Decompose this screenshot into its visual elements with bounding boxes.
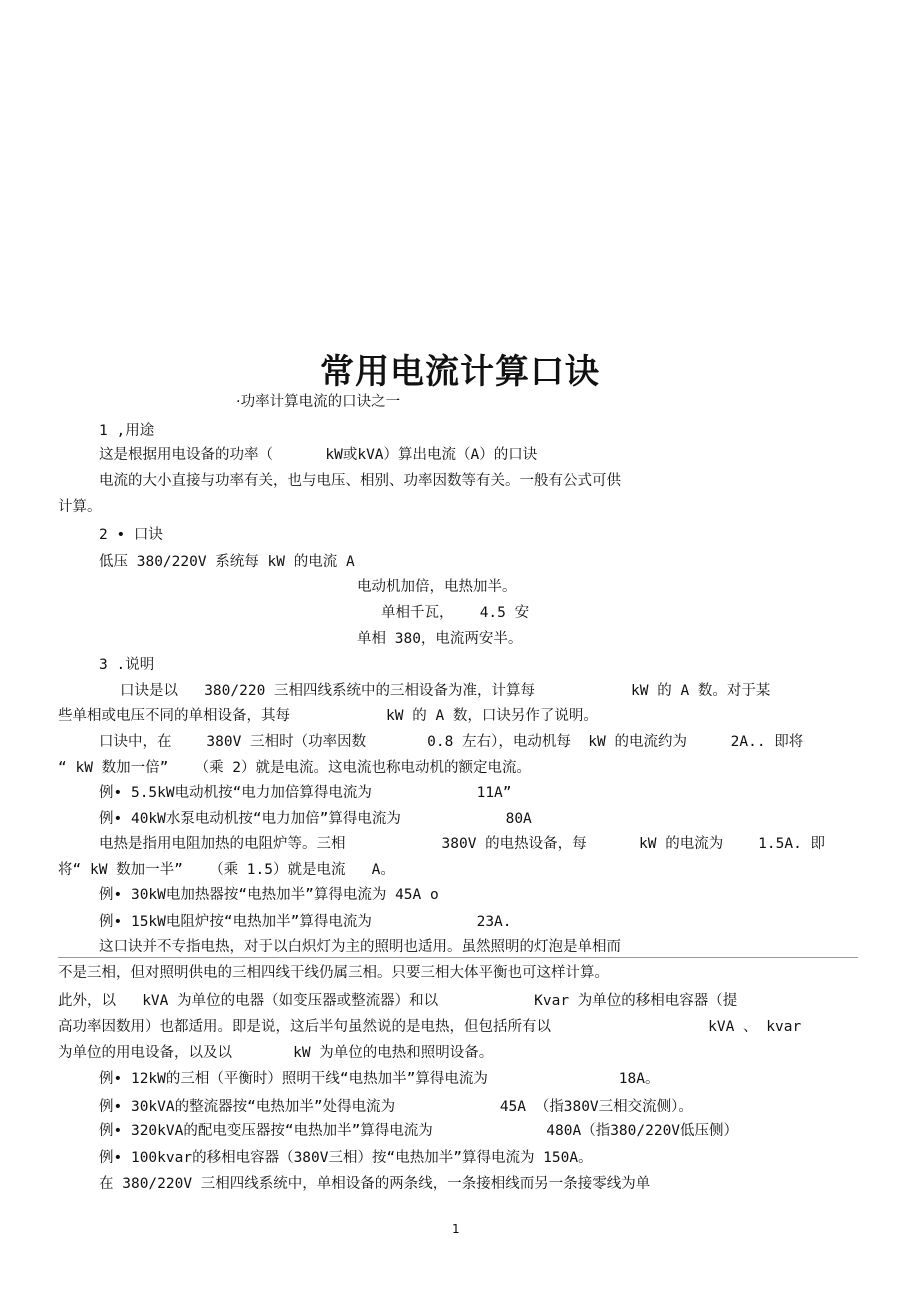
paragraph-line: 此外，以 kVA 为单位的电器（如变压器或整流器）和以 Kvar 为单位的移相电容器（提	[58, 993, 738, 1009]
example-line: 例• 15kW电阻炉按“电热加半”算得电流为 23A.	[99, 914, 512, 930]
paragraph-line: 电热是指用电阻加热的电阻炉等。三相 380V 的电热设备，每 kW 的电流为 1.5A. 即	[99, 836, 826, 852]
example-line: 例• 40kW水泵电动机按“电力加倍”算得电流为 80A	[99, 811, 532, 827]
paragraph-line: 些单相或电压不同的单相设备，其每 kW 的 A 数，口诀另作了说明。	[58, 708, 598, 724]
paragraph-line: 电流的大小直接与功率有关，也与电压、相别、功率因数等有关。一般有公式可供	[99, 473, 621, 489]
section-heading-formula: 2 • 口诀	[99, 527, 163, 543]
formula-intro: 低压 380/220V 系统每 kW 的电流 A	[99, 554, 355, 570]
example-line: 例• 100kvar的移相电容器（380V三相）按“电热加半”算得电流为 150A。	[99, 1150, 593, 1166]
paragraph-line: 高功率因数用）也都适用。即是说，这后半句虽然说的是电热，但包括所有以 kVA 、 kvar	[58, 1019, 802, 1035]
paragraph-line: 将“ kW 数加一半” （乘 1.5）就是电流 A。	[58, 862, 395, 878]
formula-line: 单相 380，电流两安半。	[357, 631, 523, 647]
paragraph-line: 这口诀并不专指电热，对于以白炽灯为主的照明也适用。虽然照明的灯泡是单相而	[99, 939, 621, 955]
paragraph-line: 为单位的用电设备，以及以 kW 为单位的电热和照明设备。	[58, 1045, 494, 1061]
formula-line: 电动机加倍，电热加半。	[357, 579, 517, 595]
paragraph-line: 计算。	[58, 499, 102, 515]
paragraph-line: 在 380/220V 三相四线系统中，单相设备的两条线，一条接相线而另一条接零线为单	[99, 1176, 651, 1192]
divider-line	[58, 957, 858, 958]
paragraph-line: 口诀中，在 380V 三相时（功率因数 0.8 左右），电动机每 kW 的电流约为 2A.. 即将	[99, 734, 804, 750]
formula-line: 单相千瓦， 4.5 安	[381, 605, 530, 621]
paragraph-line: 口诀是以 380/220 三相四线系统中的三相设备为准，计算每 kW 的 A 数。对于某	[120, 683, 771, 699]
example-line: 例• 12kW的三相（平衡时）照明干线“电热加半”算得电流为 18A。	[99, 1071, 660, 1087]
example-line: 例• 5.5kW电动机按“电力加倍算得电流为 11A”	[99, 785, 512, 801]
section-heading-usage: 1 ,用途	[99, 423, 155, 439]
paragraph-line: 不是三相，但对照明供电的三相四线干线仍属三相。只要三相大体平衡也可这样计算。	[58, 965, 609, 981]
page-title: 常用电流计算口诀	[320, 352, 600, 392]
section-heading-explanation: 3 .说明	[99, 657, 155, 673]
example-line: 例• 320kVA的配电变压器按“电热加半”算得电流为 480A（指380/220V低压侧）	[99, 1123, 739, 1139]
paragraph-line: 这是根据用电设备的功率（ kW或kVA）算出电流（A）的口诀	[99, 447, 538, 463]
paragraph-line: “ kW 数加一倍” （乘 2）就是电流。这电流也称电动机的额定电流。	[58, 760, 532, 776]
page-number: 1	[452, 1222, 460, 1236]
example-line: 例• 30kVA的整流器按“电热加半”处得电流为 45A （指380V三相交流侧）。	[99, 1099, 693, 1115]
subtitle: ·功率计算电流的口诀之一	[236, 394, 401, 410]
example-line: 例• 30kW电加热器按“电热加半”算得电流为 45A o	[99, 887, 439, 903]
